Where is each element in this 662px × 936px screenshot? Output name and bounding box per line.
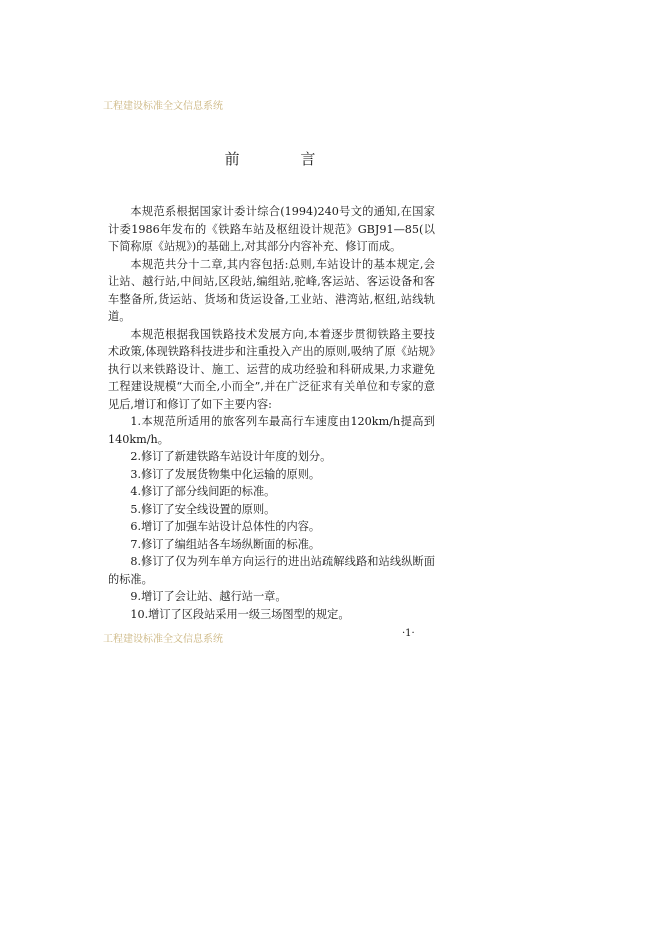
watermark-bottom: 工程建设标准全文信息系统 — [103, 634, 223, 645]
list-item: 7.修订了编组站各车场纵断面的标准。 — [130, 537, 321, 551]
list-item: 8.修订了仅为列车单方向运行的进出站疏解线路和站线纵断面的标准。 — [108, 555, 435, 586]
page-number: ·1· — [402, 628, 415, 639]
list-item: 2.修订了新建铁路车站设计年度的划分。 — [130, 450, 332, 463]
list-item: 9.增订了会让站、越行站一章。 — [130, 590, 287, 603]
list-item: 4.修订了部分线间距的标准。 — [130, 485, 276, 498]
document-body — [108, 203, 435, 623]
paragraph: 本规范共分十二章,其内容包括:总则,车站设计的基本规定,会让站、越行站,中间站,区段站,编组站,驼峰,客运站、客运设备和客车整备所,货运站、货场和货运设备,工业站、港湾站,枢纽,站线轨道。 — [108, 257, 435, 323]
list-item: 3.修订了发展货物集中化运输的原则。 — [130, 467, 321, 481]
list-item: 1.本规范所适用的旅客列车最高行车速度由120km/h提高到140km/h。 — [108, 415, 435, 446]
list-item: 5.修订了安全线设置的原则。 — [130, 502, 276, 516]
list-item: 10.增订了区段站采用一级三场图型的规定。 — [130, 607, 350, 621]
paragraph: 本规范系根据国家计委计综合(1994)240号文的通知,在国家计委1986年发布的《铁路车站及枢纽设计规范》GBJ91—85(以下简称原《站规》)的基础上,对其部分内容补充、修订而成。 — [108, 205, 435, 253]
list-item: 6.增订了加强车站设计总体性的内容。 — [130, 520, 321, 533]
watermark-top: 工程建设标准全文信息系统 — [103, 101, 223, 112]
paragraph: 本规范根据我国铁路技术发展方向,本着逐步贯彻铁路主要技术政策,体现铁路科技进步和注重投入产出的原则,吸纳了原《站规》执行以来铁路设计、施工、运营的成功经验和科研成果,力求避免工程建设规模“大而全,小而全”,并在广泛征求有关单位和专家的意见后,增订和修订了如下主要内容: — [108, 327, 435, 411]
page-title: 前 言 — [224, 150, 344, 168]
